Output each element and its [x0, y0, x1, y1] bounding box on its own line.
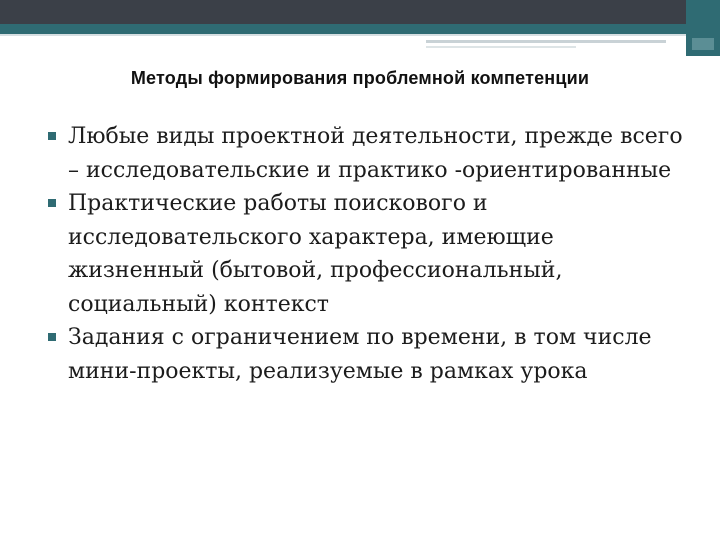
accent-line	[426, 40, 666, 43]
bullet-item	[42, 187, 692, 321]
slide-title: Методы формирования проблемной компетенции	[130, 68, 590, 88]
bullet-text: Практические работы поискового и исследовательского характера, имеющие жизненный (бытовой, профессиональный, социальный) контекст	[68, 191, 563, 317]
corner-decoration	[686, 0, 720, 56]
bullet-text: Любые виды проектной деятельности, прежде всего – исследовательские и практико -ориентированные	[68, 124, 683, 183]
accent-line-short	[426, 46, 576, 48]
bullet-list	[42, 120, 692, 388]
bullet-item	[42, 321, 692, 388]
bullet-square-icon	[48, 199, 56, 207]
bullet-square-icon	[48, 132, 56, 140]
header-band-dark	[0, 0, 720, 24]
header-band-light	[0, 34, 720, 36]
corner-decoration-inner	[692, 38, 714, 50]
header-band-teal	[0, 24, 720, 34]
bullet-square-icon	[48, 333, 56, 341]
bullet-text: Задания с ограничением по времени, в том числе мини-проекты, реализуемые в рамках урока	[68, 325, 652, 384]
bullet-item	[42, 120, 692, 187]
